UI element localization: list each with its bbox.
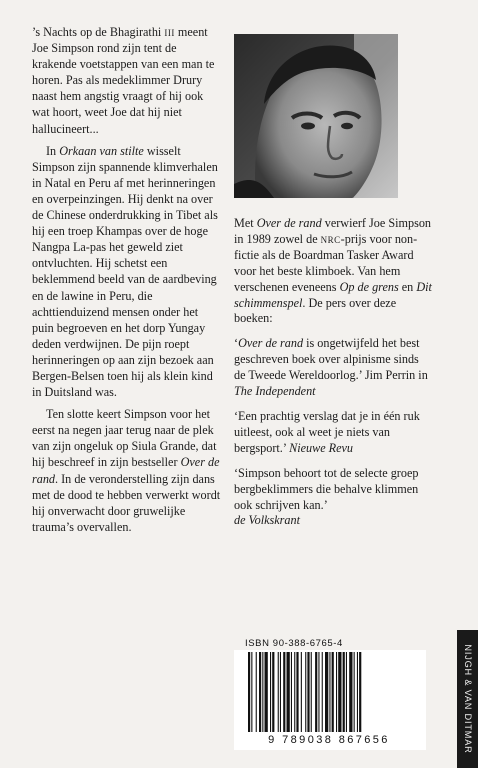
barcode-bar — [329, 652, 330, 732]
publisher-strip — [457, 630, 478, 768]
text-fragment: verwierf Joe Simpson in 1989 zowel de — [234, 216, 432, 246]
text-fragment: In — [46, 143, 60, 158]
barcode-bar — [307, 652, 309, 732]
text-fragment: -prijs voor non-fictie als de Boardman Tasker Award voor het beste klimboek. Van hem verschenen eveneens — [234, 231, 418, 294]
barcode-bar — [311, 652, 312, 732]
barcode-bar — [354, 652, 355, 732]
bio-paragraph — [234, 216, 432, 327]
prize-name: nrc — [320, 231, 341, 246]
barcode-number: 9 789038 867656 — [268, 734, 390, 746]
quote-text: ‘Een prachtig verslag dat je in één ruk uitleest, ook al weet je niets van bergsport.’ — [234, 408, 420, 455]
barcode-bar — [283, 652, 285, 732]
barcode-bar — [301, 652, 302, 732]
quote-text: is ongetwijfeld het best geschreven boek over alpinisme sinds de Tweede Wereldoorlog.’ Jim Perrin in — [234, 336, 428, 383]
author-portrait-image — [234, 34, 398, 198]
quote-source: de Volkskrant — [234, 513, 301, 528]
barcode-bar — [349, 652, 352, 732]
barcode-bar — [248, 652, 250, 732]
barcode-bar — [315, 652, 317, 732]
book-title: Op de grens — [339, 279, 399, 294]
quote-source: The Independent — [234, 384, 316, 399]
barcode-bar — [357, 652, 358, 732]
text-fragment: . De pers over deze boeken: — [234, 295, 397, 326]
publisher-name: NIJGH & VAN DITMAR — [463, 644, 473, 754]
barcode-bar — [259, 652, 261, 732]
barcode-bar — [251, 652, 252, 732]
text-fragment: wisselt Simpson zijn spannende klimverhalen in Natal en Peru af met herinneringen en overpeinzingen. Hij denkt na over de Chinese onderdrukking in Tibet als hij een troep Khampas over de hoge Nangpa La-pas het geweld ziet ontvluchten. Hij schetst een beklemmend beeld van de aardbeving en de lawine in Peru, die achttienduizend mensen onder het puin begroeven en het dorp Yungay deden verdwijnen. De pijn roept herinneringen op aan zijn bezoek aan Bergen-Belsen toen hij als klein kind in Duitsland was. — [32, 143, 218, 400]
barcode-bar — [280, 652, 281, 732]
book-title: Orkaan van stilte — [59, 143, 144, 158]
quote-mark: ‘ — [234, 336, 239, 351]
barcode-bar — [265, 652, 268, 732]
barcode-bar — [296, 652, 298, 732]
synopsis-paragraph-3 — [32, 406, 222, 535]
synopsis-paragraph-2 — [32, 143, 222, 401]
text-fragment: meent Joe Simpson rond zijn tent de krakende voetstappen van een man te horen. Pas als medeklimmer Drury naast hem angstig vraagt of hij ook wat hoort, weet Joe dat hij niet hallucineert... — [32, 25, 215, 136]
barcode-bar — [322, 652, 323, 732]
press-quote-1 — [234, 336, 432, 400]
synopsis-paragraph-1 — [32, 24, 222, 137]
barcode-bar — [272, 652, 274, 732]
barcode-bar — [287, 652, 290, 732]
barcode-bar — [332, 652, 334, 732]
book-title: Over de rand — [256, 216, 322, 230]
text-fragment: Ten slotte keert Simpson voor het eerst na negen jaar terug naar de plek van zijn ongeluk op Siula Grande, dat hij beschreef in zijn bestseller — [32, 407, 217, 470]
barcode-bar — [294, 652, 295, 732]
barcode-bar — [359, 652, 361, 732]
synopsis-column — [32, 24, 222, 541]
press-quote-2 — [234, 409, 432, 457]
barcode-bar — [338, 652, 341, 732]
press-quote-3 — [234, 466, 432, 530]
quote-source: Nieuwe Revu — [289, 440, 354, 455]
barcode-bar — [346, 652, 347, 732]
isbn-label: ISBN 90-388-6765-4 — [245, 638, 343, 649]
text-fragment: Met — [234, 216, 257, 230]
barcode-bar — [305, 652, 306, 732]
book-title: Dit schimmenspel — [234, 279, 432, 310]
barcode-bar — [343, 652, 345, 732]
book-title: Over de rand — [32, 455, 220, 486]
barcode-bars-icon — [234, 652, 426, 736]
barcode-bar — [318, 652, 319, 732]
barcode-bar — [278, 652, 279, 732]
quote-text: ‘Simpson behoort tot de selecte groep bergbeklimmers die behalve klimmen ook schrijven kan.’ — [234, 465, 419, 512]
text-fragment: ’s Nachts op de Bhagirathi — [32, 25, 165, 39]
text-fragment: . In de veronderstelling zijn dans met de dood te hebben verwerkt wordt hij onverwacht door gruwelijke trauma’s overvallen. — [32, 471, 221, 534]
barcode-bar — [270, 652, 271, 732]
author-bio-column — [234, 216, 432, 538]
book-title: Over de rand — [238, 336, 304, 351]
roman-numeral: iii — [164, 25, 175, 39]
barcode-bar — [325, 652, 328, 732]
barcode-bar — [291, 652, 292, 732]
author-photo — [234, 34, 398, 198]
barcode-bar — [336, 652, 337, 732]
text-fragment: en — [398, 279, 417, 294]
barcode-bar — [262, 652, 263, 732]
barcode-bar — [256, 652, 257, 732]
